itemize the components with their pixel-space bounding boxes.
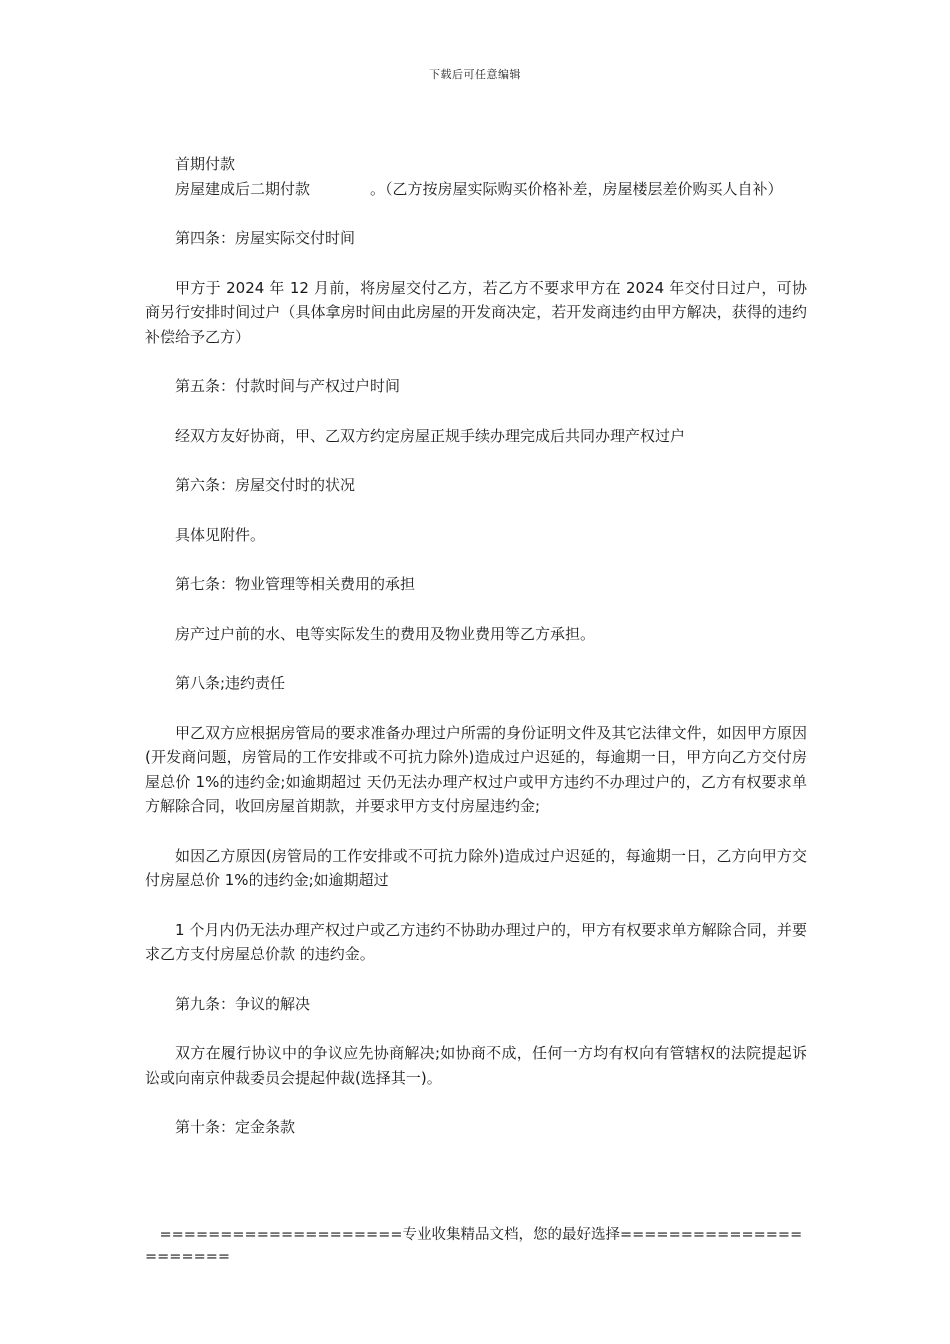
clause-4-heading: 第四条：房屋实际交付时间 xyxy=(175,229,356,247)
clause-9-text: 双方在履行协议中的争议应先协商解决;如协商不成，任何一方均有权向有管辖权的法院提起诉讼或向南京仲裁委员会提起仲裁(选择其一)。 xyxy=(145,1044,807,1087)
paragraph-second-payment: 房屋建成后二期付款 。（乙方按房屋实际购买价格补差，房屋楼层差价购买人自补） xyxy=(175,179,783,198)
clause-7-heading: 第七条：物业管理等相关费用的承担 xyxy=(175,575,416,593)
clause-8-heading: 第八条;违约责任 xyxy=(175,674,286,692)
clause-4-text: 甲方于 2024 年 12 月前，将房屋交付乙方，若乙方不要求甲方在 2024 年交付日过户，可协商另行安排时间过户（具体拿房时间由此房屋的开发商决定，若开发商违约由甲方解决，获得的违约补偿给予乙方） xyxy=(145,278,807,346)
clause-6-heading: 第六条：房屋交付时的状况 xyxy=(175,476,356,494)
clause-8-text-b: 如因乙方原因(房管局的工作安排或不可抗力除外)造成过户迟延的，每逾期一日，乙方向甲方交付房屋总价 1%的违约金;如逾期超过 xyxy=(145,846,807,889)
clause-10-heading: 第十条：定金条款 xyxy=(175,1118,296,1136)
clause-5-text: 经双方友好协商，甲、乙双方约定房屋正规手续办理完成后共同办理产权过户 xyxy=(175,426,686,445)
clause-8-text-c: 1 个月内仍无法办理产权过户或乙方违约不协助办理过户的，甲方有权要求单方解除合同，并要求乙方支付房屋总价款 的违约金。 xyxy=(145,920,807,963)
footer-banner: ====================专业收集精品文档，您的最好选择====================== xyxy=(145,1227,803,1265)
clause-9-heading: 第九条：争议的解决 xyxy=(175,994,311,1013)
paragraph-first-payment: 首期付款 xyxy=(175,155,236,173)
clause-6-text: 具体见附件。 xyxy=(175,525,266,544)
clause-5-heading: 第五条：付款时间与产权过户时间 xyxy=(175,377,401,395)
clause-8-text-a: 甲乙双方应根据房管局的要求准备办理过户所需的身份证明文件及其它法律文件，如因甲方原因(开发商问题，房管局的工作安排或不可抗力除外)造成过户迟延的，每逾期一日，甲方向乙方交付房屋总价 1%的违约金;如逾期超过 天仍无法办理产权过户或甲方违约不办理过户的，乙方有权要求单方解除合同，收回房屋首期款，并要求甲方支付房屋违约金; xyxy=(145,723,807,815)
clause-7-text: 房产过户前的水、电等实际发生的费用及物业费用等乙方承担。 xyxy=(175,624,596,643)
document-body xyxy=(145,152,807,1140)
header-note: 下载后可任意编辑 xyxy=(429,68,521,81)
